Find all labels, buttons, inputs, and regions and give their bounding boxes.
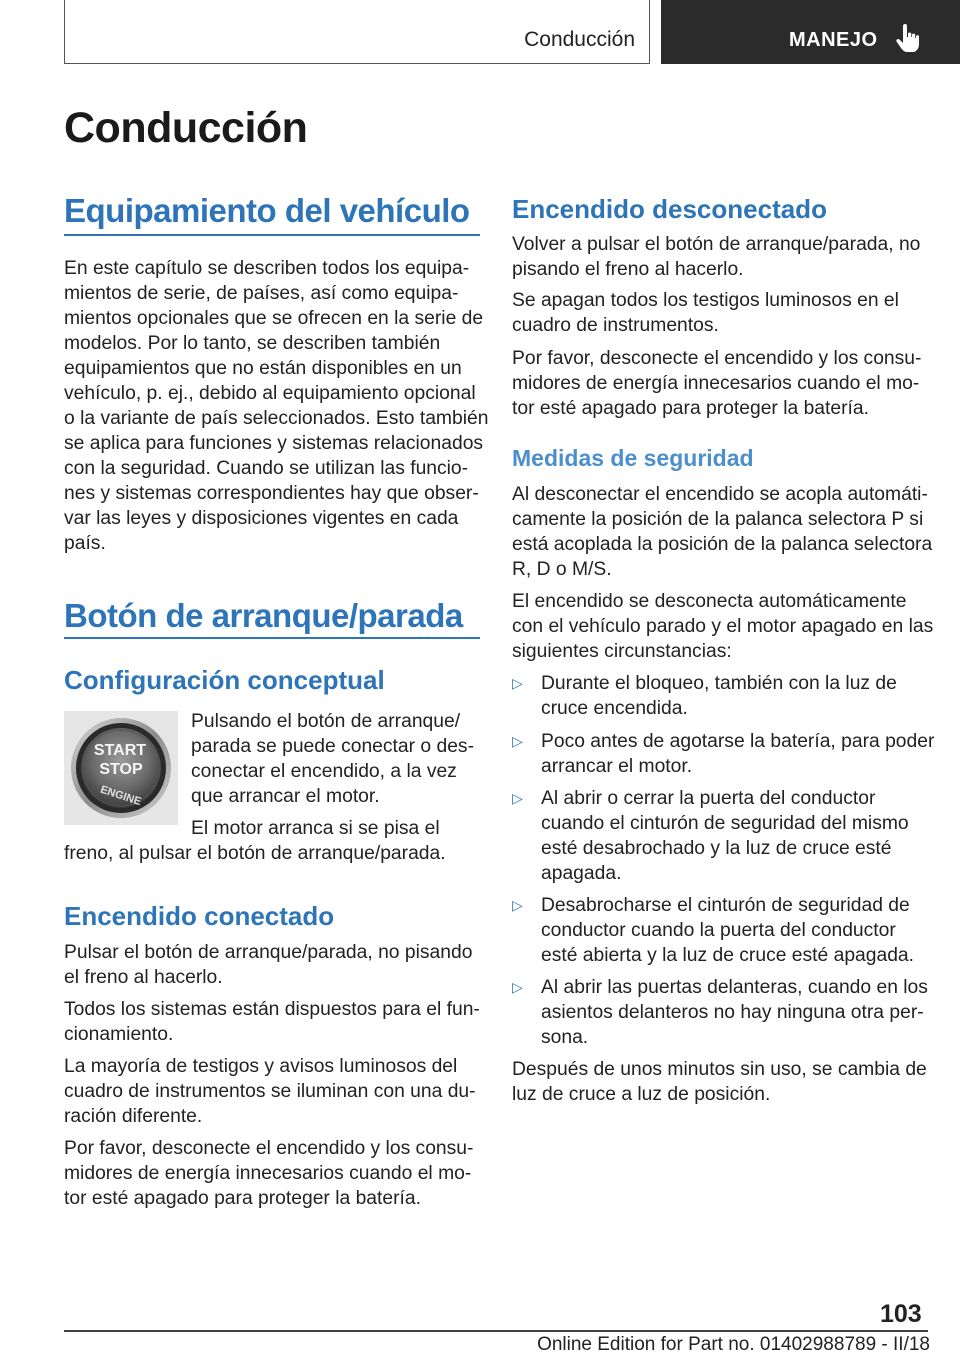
footer-rule <box>64 1330 928 1332</box>
heading-encendido-conectado: Encendido conectado <box>64 901 335 931</box>
list-item-text <box>541 671 897 721</box>
paragraph-desconectado-2 <box>512 288 899 338</box>
text-line: modelos. Por lo tanto, se describen también <box>64 333 441 354</box>
text-line: El encendido se desconecta automáticamente <box>512 591 907 612</box>
bullet-triangle-icon: ▷ <box>512 675 523 691</box>
start-stop-button-icon <box>64 711 178 825</box>
paragraph-configuracion-2 <box>64 816 446 866</box>
text-line: nes y sistemas correspondientes hay que obser- <box>64 483 479 504</box>
heading-rule <box>64 234 480 236</box>
heading-encendido-desconectado: Encendido desconectado <box>512 194 827 224</box>
text-line: Por favor, desconecte el encendido y los consu- <box>64 1138 474 1159</box>
text-line: cuando el cinturón de seguridad del mismo <box>541 813 909 834</box>
text-line: Poco antes de agotarse la batería, para poder <box>541 731 935 752</box>
text-line: pisando el freno al hacerlo. <box>512 259 744 280</box>
text-line: siguientes circunstancias: <box>512 641 732 662</box>
text-line: freno, al pulsar el botón de arranque/parada. <box>64 843 446 864</box>
paragraph-seguridad-3 <box>512 1057 927 1107</box>
text-line: mientos opcionales que se ofrecen en la serie de <box>64 308 484 329</box>
text-line: Pulsando el botón de arranque/ <box>191 711 461 732</box>
paragraph-conectado-2 <box>64 997 480 1047</box>
text-line: tor esté apagado para proteger la batería. <box>64 1188 421 1209</box>
text-line: Al abrir o cerrar la puerta del conductor <box>541 788 876 809</box>
text-line: conductor cuando la puerta del conductor <box>541 920 896 941</box>
list-item-text <box>541 729 934 779</box>
text-line: En este capítulo se describen todos los equipa- <box>64 258 470 279</box>
button-label-stop: STOP <box>99 761 143 778</box>
text-line: Por favor, desconecte el encendido y los consu- <box>512 348 922 369</box>
text-line: el freno al hacerlo. <box>64 967 223 988</box>
paragraph-conectado-1 <box>64 940 472 990</box>
text-line: está acoplada la posición de la palanca selectora <box>512 534 933 555</box>
text-line: ración diferente. <box>64 1106 203 1127</box>
text-line: cuadro de instrumentos. <box>512 315 719 336</box>
text-line: Después de unos minutos sin uso, se cambia de <box>512 1059 927 1080</box>
page-title: Conducción <box>64 104 308 152</box>
text-line: Al desconectar el encendido se acopla automáti- <box>512 484 928 505</box>
text-line: conectar el encendido, a la vez <box>191 761 457 782</box>
text-line: R, D o M/S. <box>512 559 612 580</box>
text-line: midores de energía innecesarios cuando el mo- <box>64 1163 472 1184</box>
text-line: con el vehículo parado y el motor apagado en las <box>512 616 934 637</box>
bullet-triangle-icon: ▷ <box>512 733 523 749</box>
heading-configuracion: Configuración conceptual <box>64 665 385 695</box>
paragraph-conectado-3 <box>64 1054 476 1129</box>
text-line: Al abrir las puertas delanteras, cuando en los <box>541 977 928 998</box>
heading-medidas-seguridad: Medidas de seguridad <box>512 445 754 471</box>
bullet-triangle-icon: ▷ <box>512 790 523 806</box>
text-line: mientos de serie, de países, así como equipa- <box>64 283 459 304</box>
text-line: El motor arranca si se pisa el <box>191 818 440 839</box>
header-chapter-label: MANEJO <box>789 29 878 51</box>
text-line: arrancar el motor. <box>541 756 693 777</box>
paragraph-seguridad-2 <box>512 589 933 664</box>
start-stop-button-image <box>64 711 178 825</box>
text-line: sona. <box>541 1027 589 1048</box>
text-line: país. <box>64 533 106 554</box>
text-line: o la variante de país seleccionados. Esto también <box>64 408 489 429</box>
text-line: Volver a pulsar el botón de arranque/parada, no <box>512 234 921 255</box>
text-line: La mayoría de testigos y avisos luminosos del <box>64 1056 458 1077</box>
text-line: con la seguridad. Cuando se utilizan las funcio- <box>64 458 469 479</box>
paragraph-configuracion-1 <box>191 709 474 809</box>
button-label-start: START <box>93 742 147 759</box>
text-line: cruce encendida. <box>541 698 688 719</box>
header-chapter-tab[interactable] <box>661 0 960 64</box>
paragraph-conectado-4 <box>64 1136 473 1211</box>
text-line: Pulsar el botón de arranque/parada, no pisando <box>64 942 473 963</box>
hand-pointer-icon <box>895 24 921 54</box>
text-line: apagada. <box>541 863 622 884</box>
list-item-text <box>541 893 914 968</box>
text-line: se aplica para funciones y sistemas relacionados <box>64 433 484 454</box>
bullet-triangle-icon: ▷ <box>512 979 523 995</box>
paragraph-equipamiento <box>64 256 488 556</box>
text-line: Desabrocharse el cinturón de seguridad de <box>541 895 910 916</box>
text-line: parada se puede conectar o des- <box>191 736 474 757</box>
text-line: luz de cruce a luz de posición. <box>512 1084 771 1105</box>
text-line: esté abierta y la luz de cruce esté apagada. <box>541 945 915 966</box>
paragraph-desconectado-3 <box>512 346 921 421</box>
text-line: Durante el bloqueo, también con la luz de <box>541 673 897 694</box>
text-line: midores de energía innecesarios cuando el mo- <box>512 373 920 394</box>
text-line: cionamiento. <box>64 1024 174 1045</box>
button-label-engine: ENGINE <box>98 783 143 809</box>
text-line: asientos delanteros no hay ninguna otra per- <box>541 1002 924 1023</box>
text-line: esté desabrochado y la luz de cruce esté <box>541 838 892 859</box>
list-item-text <box>541 786 909 886</box>
text-line: que arrancar el motor. <box>191 786 380 807</box>
text-line: cuadro de instrumentos se iluminan con una du- <box>64 1081 476 1102</box>
header-section-title: Conducción <box>524 28 635 51</box>
text-line: Todos los sistemas están dispuestos para el fun- <box>64 999 480 1020</box>
list-item-text <box>541 975 928 1050</box>
text-line: Se apagan todos los testigos luminosos en el <box>512 290 899 311</box>
heading-boton: Botón de arranque/parada <box>64 597 463 634</box>
text-line: camente la posición de la palanca selectora P si <box>512 509 924 530</box>
text-line: equipamientos que no están disponibles en un <box>64 358 462 379</box>
heading-rule <box>64 637 480 639</box>
paragraph-seguridad-1 <box>512 482 932 582</box>
footer-edition: Online Edition for Part no. 01402988789 - II/18 <box>537 1334 930 1355</box>
bullet-triangle-icon: ▷ <box>512 897 523 913</box>
page-number: 103 <box>880 1300 922 1328</box>
paragraph-desconectado-1 <box>512 232 920 282</box>
header-section-box <box>64 0 650 64</box>
text-line: var las leyes y disposiciones vigentes en cada <box>64 508 459 529</box>
heading-equipamiento: Equipamiento del vehículo <box>64 192 470 229</box>
text-line: tor esté apagado para proteger la batería. <box>512 398 869 419</box>
text-line: vehículo, p. ej., debido al equipamiento opcional <box>64 383 476 404</box>
